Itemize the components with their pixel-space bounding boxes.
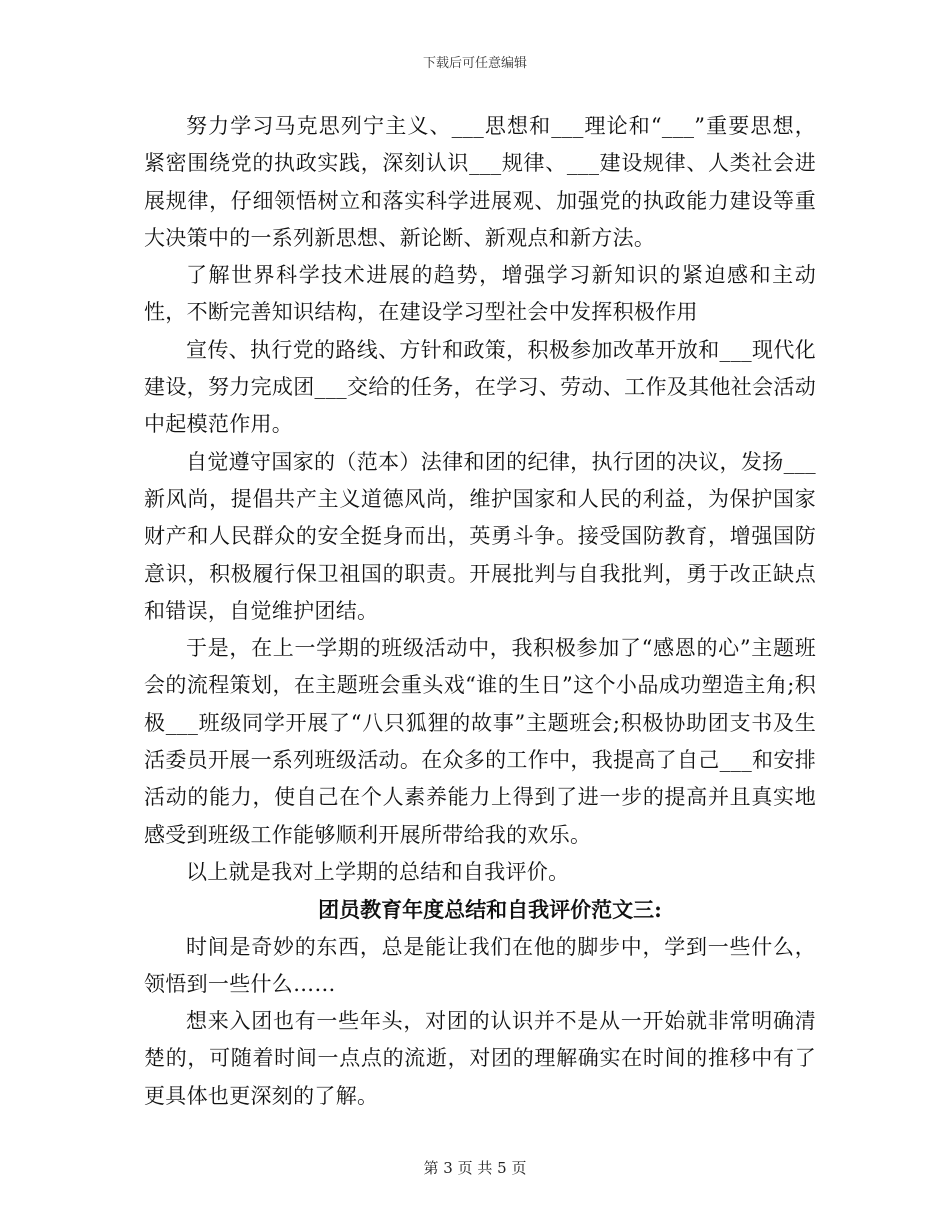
paragraph: 以上就是我对上学期的总结和自我评价。 bbox=[186, 859, 570, 884]
paragraph: 了解世界科学技术进展的趋势，增强学习新知识的紧迫感和主动性，不断完善知识结构，在建设学习型社会中发挥积极作用 bbox=[144, 263, 816, 325]
paragraph: 自觉遵守国家的（范本）法律和团的纪律，执行团的决议，发扬___新风尚，提倡共产主义道德风尚，维护国家和人民的利益，为保护国家财产和人民群众的安全挺身而出，英勇斗争。接受国防教育，增强国防意识，积极履行保卫祖国的职责。开展批判与自我批判，勇于改正缺点和错误，自觉维护团结。 bbox=[144, 449, 816, 623]
paragraph: 想来入团也有一些年头，对团的认识并不是从一开始就非常明确清楚的，可随着时间一点点的流逝，对团的理解确实在时间的推移中有了更具体也更深刻的了解。 bbox=[144, 1009, 816, 1108]
paragraph: 时间是奇妙的东西，总是能让我们在他的脚步中，学到一些什么，领悟到一些什么…… bbox=[144, 934, 816, 996]
section-heading: 团员教育年度总结和自我评价范文三: bbox=[318, 897, 662, 923]
page-number: 第 3 页 共 5 页 bbox=[423, 1159, 527, 1177]
paragraph: 努力学习马克思列宁主义、___思想和___理论和“___”重要思想，紧密围绕党的执政实践，深刻认识___规律、___建设规律、人类社会进展规律，仔细领悟树立和落实科学进展观、加强党的执政能力建设等重大决策中的一系列新思想、新论断、新观点和新方法。 bbox=[144, 114, 816, 250]
page-header: 下载后可任意编辑 bbox=[422, 56, 527, 71]
paragraph: 宣传、执行党的路线、方针和政策，积极参加改革开放和___现代化建设，努力完成团___交给的任务，在学习、劳动、工作及其他社会活动中起模范作用。 bbox=[144, 337, 816, 437]
document-body bbox=[144, 108, 816, 1115]
paragraph: 于是，在上一学期的班级活动中，我积极参加了“感恩的心”主题班会的流程策划，在主题班会重头戏“谁的生日”这个小品成功塑造主角;积极___班级同学开展了“八只狐狸的故事”主题班会;积极协助团支书及生活委员开展一系列班级活动。在众多的工作中，我提高了自己___和安排活动的能力，使自己在个人素养能力上得到了进一步的提高并且真实地感受到班级工作能够顺利开展所带给我的欢乐。 bbox=[144, 636, 816, 847]
